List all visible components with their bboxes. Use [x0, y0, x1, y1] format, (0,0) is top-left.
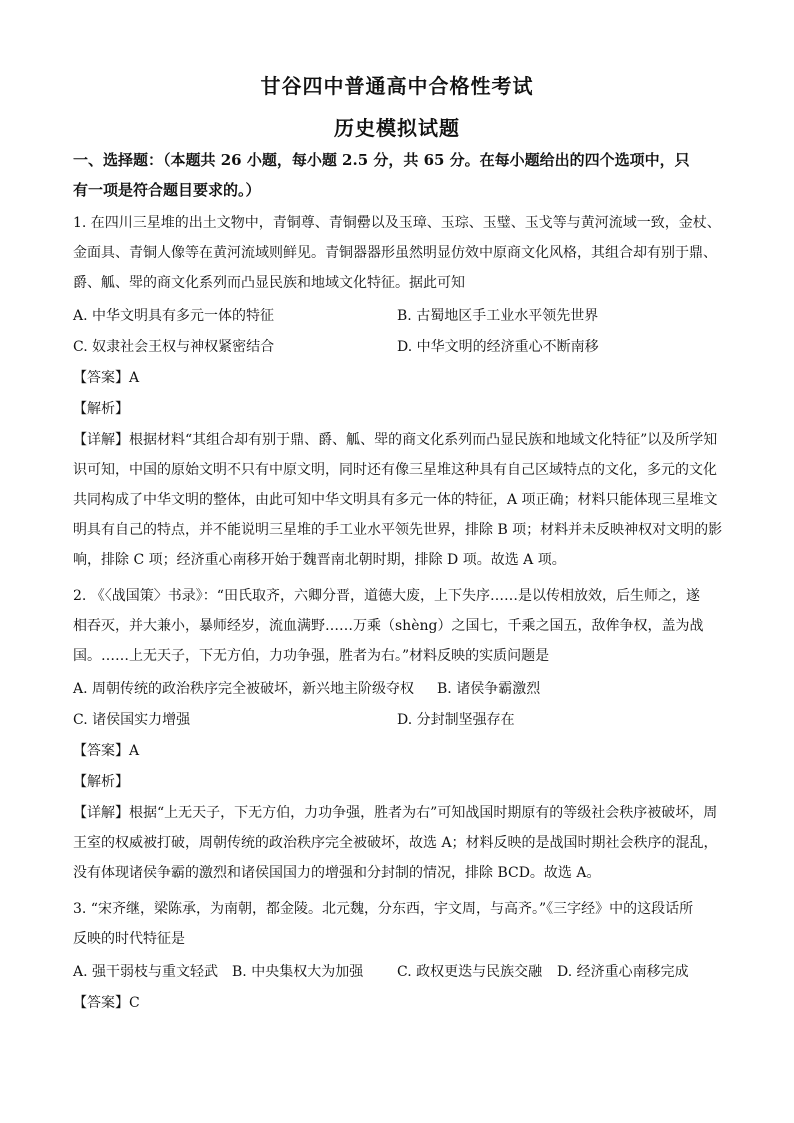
q2-answer: [73, 741, 139, 761]
q3-answer: [73, 993, 140, 1013]
q3-option-a: A. 强干弱枝与重文轻武: [73, 964, 219, 980]
q1-detail-line-3: 共同构成了中华文明的整体，由此可知中华文明具有多元一体的特征，A 项正确；材料只能体现三星堆文: [73, 492, 718, 508]
q3-option-b: B. 中央集权大为加强: [232, 964, 364, 980]
q2-detail-line-2: 王室的权威被打破，周朝传统的政治秩序完全被破坏，故选 A；材料反映的是战国时期社会秩序的混乱，: [73, 835, 718, 851]
answer-label: 【答案】: [73, 995, 129, 1011]
q2-analysis-label: 【解析】: [73, 774, 129, 790]
q3-option-c: C. 政权更迭与民族交融: [397, 964, 543, 980]
q1-option-b: B. 古蜀地区手工业水平领先世界: [397, 308, 599, 324]
q1-option-c: C. 奴隶社会王权与神权紧密结合: [73, 339, 275, 355]
section-heading-line-2: 有一项是符合题目要求的。）: [73, 181, 261, 199]
q2-detail-line-3: 没有体现诸侯争霸的激烈和诸侯国国力的增强和分封制的情况，排除 BCD。故选 A。: [73, 865, 601, 881]
q2-detail-line-1: 【详解】根据“上无天子，下无方伯，力功争强，胜者为右”可知战国时期原有的等级社会秩序被破坏，周: [73, 805, 718, 821]
q2-option-d: D. 分封制坚强存在: [397, 712, 515, 728]
answer-label: 【答案】: [73, 370, 129, 386]
q2-stem-line-3: 国。……上无天子，下无方伯，力功争强，胜者为右。”材料反映的实质问题是: [73, 648, 550, 664]
q1-detail-line-5: 响，排除 C 项；经济重心南移开始于魏晋南北朝时期，排除 D 项。故选 A 项。: [73, 552, 566, 568]
q1-stem-line-2: 金面具、青铜人像等在黄河流域则鲜见。青铜器器形虽然明显仿效中原商文化风格，其组合却有别于鼎、: [73, 245, 717, 261]
q1-detail-line-1: 【详解】根据材料“其组合却有别于鼎、爵、觚、斝的商文化系列而凸显民族和地域文化特征”以及所学知: [73, 432, 718, 448]
q1-option-a: A. 中华文明具有多元一体的特征: [73, 308, 275, 324]
q1-answer-value: A: [129, 370, 140, 386]
q1-detail-line-4: 明具有自己的特点，并不能说明三星堆的手工业水平领先世界，排除 B 项；材料并未反映神权对文明的影: [73, 522, 723, 538]
q1-analysis-label: 【解析】: [73, 401, 129, 417]
q2-stem-line-1: 2. 《〈战国策〉书录》：“田氏取齐，六卿分晋，道德大废，上下失序……是以传相放效，后生师之，遂: [73, 588, 700, 604]
q3-option-d: D. 经济重心南移完成: [557, 964, 689, 980]
section-heading-line-1: 一、选择题：（本题共 26 小题，每小题 2.5 分，共 65 分。在每小题给出的四个选项中，只: [73, 151, 690, 169]
q1-detail-line-2: 识可知，中国的原始文明不只有中原文明，同时还有像三星堆这种具有自己区域特点的文化，多元的文化: [73, 462, 717, 478]
q3-stem-line-1: 3. “宋齐继，梁陈承，为南朝，都金陵。北元魏，分东西，宇文周，与高齐。”《三字经》中的这段话所: [73, 901, 694, 917]
q2-option-b: B. 诸侯争霸激烈: [437, 681, 541, 697]
q2-option-c: C. 诸侯国实力增强: [73, 712, 191, 728]
q2-stem-line-2: 相吞灭，并大兼小，暴师经岁，流血满野……万乘（shèng）之国七，千乘之国五，敌侔争权，盖为战: [73, 618, 704, 634]
q3-stem-line-2: 反映的时代特征是: [73, 931, 185, 947]
q2-answer-value: A: [129, 743, 140, 759]
answer-label: 【答案】: [73, 743, 129, 759]
q1-stem-line-3: 爵、觚、斝的商文化系列而凸显民族和地域文化特征。据此可知: [73, 275, 465, 291]
q3-answer-value: C: [129, 995, 140, 1011]
q2-option-a: A. 周朝传统的政治秩序完全被破坏，新兴地主阶级夺权: [73, 681, 415, 697]
exam-subtitle: 历史模拟试题: [334, 116, 460, 140]
q1-option-d: D. 中华文明的经济重心不断南移: [397, 339, 599, 355]
q1-stem-line-1: 1. 在四川三星堆的出土文物中，青铜尊、青铜罍以及玉璋、玉琮、玉璧、玉戈等与黄河流域一致，金杖、: [73, 215, 721, 231]
q1-answer: [73, 368, 139, 388]
exam-title: 甘谷四中普通高中合格性考试: [260, 74, 534, 98]
